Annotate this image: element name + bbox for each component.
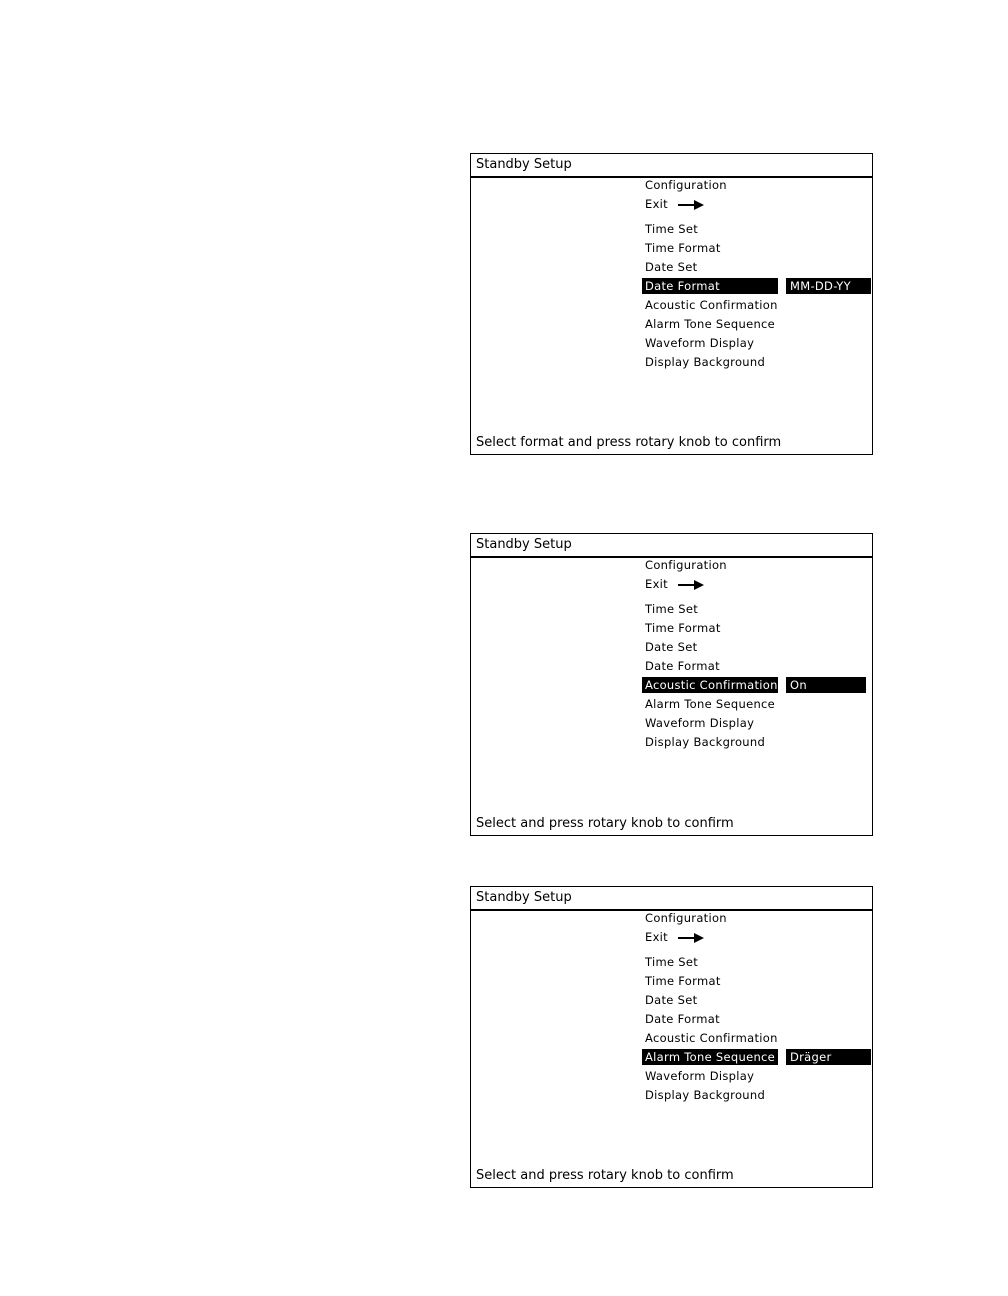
menu-item-configuration[interactable] xyxy=(642,909,872,928)
menu-item-display-background[interactable] xyxy=(642,733,872,752)
menu-item-acoustic-confirmation[interactable] xyxy=(642,296,872,315)
menu-item-configuration[interactable] xyxy=(642,176,872,195)
menu-item-date-format[interactable] xyxy=(642,657,872,676)
menu-item-date-format[interactable] xyxy=(642,1010,872,1029)
screen-title: Standby Setup xyxy=(471,534,872,558)
menu-item-date-set[interactable] xyxy=(642,991,872,1010)
exit-row xyxy=(642,576,778,592)
menu-item-acoustic-confirmation[interactable] xyxy=(642,676,872,695)
menu-item-label: Time Set xyxy=(645,222,699,236)
menu-item-label: Display Background xyxy=(645,355,766,369)
menu-item-exit[interactable] xyxy=(642,928,872,947)
menu-item-label: Time Set xyxy=(645,955,699,969)
menu-item-label: Configuration xyxy=(645,178,727,192)
menu-item-time-format[interactable] xyxy=(642,239,872,258)
setup-menu xyxy=(642,556,872,752)
standby-setup-screen-date-format xyxy=(470,153,873,455)
menu-item-label: Acoustic Confirmation xyxy=(645,1031,778,1045)
menu-item-display-background[interactable] xyxy=(642,1086,872,1105)
menu-item-exit[interactable] xyxy=(642,195,872,214)
menu-item-label: Configuration xyxy=(645,911,727,925)
exit-label: Exit xyxy=(645,930,668,944)
right-arrow-icon xyxy=(678,580,704,590)
menu-item-exit[interactable] xyxy=(642,575,872,594)
menu-item-label: Configuration xyxy=(645,558,727,572)
exit-label: Exit xyxy=(645,577,668,591)
menu-item-alarm-tone-sequence[interactable] xyxy=(642,695,872,714)
menu-item-date-set[interactable] xyxy=(642,258,872,277)
menu-item-time-set[interactable] xyxy=(642,953,872,972)
menu-item-label: Acoustic Confirmation xyxy=(645,298,778,312)
screen-title: Standby Setup xyxy=(471,887,872,911)
menu-item-waveform-display[interactable] xyxy=(642,334,872,353)
menu-item-label: Date Format xyxy=(645,659,720,673)
menu-item-label: Display Background xyxy=(645,735,766,749)
menu-item-alarm-tone-sequence[interactable] xyxy=(642,1048,872,1067)
menu-item-label: Date Set xyxy=(645,640,698,654)
menu-item-alarm-tone-sequence[interactable] xyxy=(642,315,872,334)
menu-item-label: Alarm Tone Sequence xyxy=(645,697,776,711)
menu-item-time-set[interactable] xyxy=(642,600,872,619)
menu-item-label: Date Format xyxy=(642,278,778,294)
status-message: Select format and press rotary knob to confirm xyxy=(476,435,782,450)
status-message: Select and press rotary knob to confirm xyxy=(476,816,734,831)
menu-item-time-format[interactable] xyxy=(642,972,872,991)
selected-value[interactable]: MM-DD-YY xyxy=(786,278,871,294)
right-arrow-icon xyxy=(678,200,704,210)
menu-item-date-format[interactable] xyxy=(642,277,872,296)
menu-item-acoustic-confirmation[interactable] xyxy=(642,1029,872,1048)
menu-item-label: Waveform Display xyxy=(645,1069,755,1083)
menu-item-label: Alarm Tone Sequence xyxy=(642,1049,778,1065)
menu-item-configuration[interactable] xyxy=(642,556,872,575)
exit-label: Exit xyxy=(645,197,668,211)
standby-setup-screen-acoustic-confirmation xyxy=(470,533,873,836)
menu-item-time-set[interactable] xyxy=(642,220,872,239)
menu-item-label: Acoustic Confirmation xyxy=(642,677,778,693)
status-message: Select and press rotary knob to confirm xyxy=(476,1168,734,1183)
menu-item-label: Waveform Display xyxy=(645,336,755,350)
standby-setup-screen-alarm-tone-sequence xyxy=(470,886,873,1188)
selected-value[interactable]: Dräger xyxy=(786,1049,871,1065)
menu-item-label: Display Background xyxy=(645,1088,766,1102)
menu-item-time-format[interactable] xyxy=(642,619,872,638)
menu-item-date-set[interactable] xyxy=(642,638,872,657)
setup-menu xyxy=(642,176,872,372)
menu-item-label: Date Set xyxy=(645,993,698,1007)
menu-item-display-background[interactable] xyxy=(642,353,872,372)
selected-value[interactable]: On xyxy=(786,677,866,693)
menu-item-waveform-display[interactable] xyxy=(642,714,872,733)
menu-item-label: Time Format xyxy=(645,621,721,635)
menu-item-label: Waveform Display xyxy=(645,716,755,730)
right-arrow-icon xyxy=(678,933,704,943)
menu-item-label: Alarm Tone Sequence xyxy=(645,317,776,331)
screen-title: Standby Setup xyxy=(471,154,872,178)
menu-item-label: Time Format xyxy=(645,974,721,988)
menu-item-label: Date Format xyxy=(645,1012,720,1026)
exit-row xyxy=(642,196,778,212)
menu-item-waveform-display[interactable] xyxy=(642,1067,872,1086)
setup-menu xyxy=(642,909,872,1105)
menu-item-label: Date Set xyxy=(645,260,698,274)
menu-item-label: Time Format xyxy=(645,241,721,255)
menu-item-label: Time Set xyxy=(645,602,699,616)
exit-row xyxy=(642,929,778,945)
